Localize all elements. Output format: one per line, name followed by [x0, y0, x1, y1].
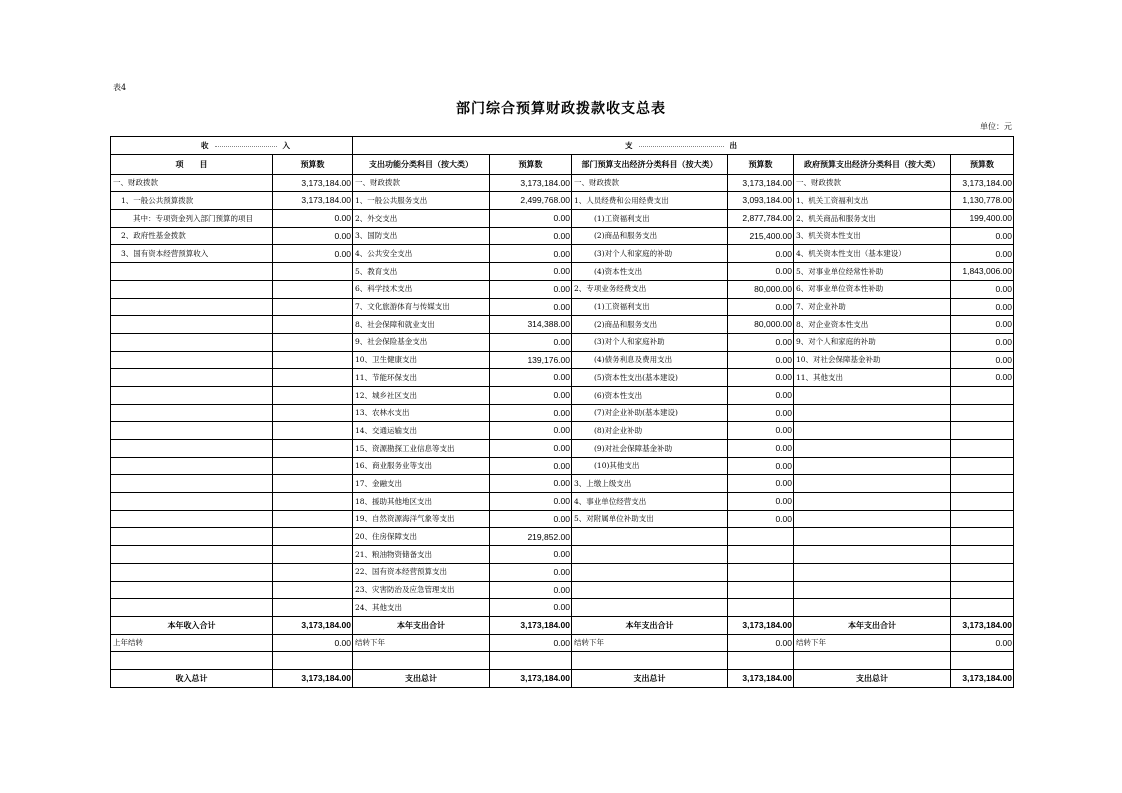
income-item [111, 422, 273, 440]
year-total-row-label: 本年支出合计 [794, 616, 951, 634]
dept-econ-item: (5)资本性支出(基本建设) [572, 369, 728, 387]
gov-econ-amount: 0.00 [951, 245, 1014, 263]
gov-econ-amount [951, 404, 1014, 422]
gov-econ-amount [951, 528, 1014, 546]
gov-econ-item [794, 493, 951, 511]
gov-econ-item: 4、机关资本性支出（基本建设） [794, 245, 951, 263]
table-row [111, 245, 1014, 263]
table-row [111, 528, 1014, 546]
dept-econ-item: (3)对个人和家庭补助 [572, 333, 728, 351]
gov-econ-item [794, 386, 951, 404]
dept-econ-item: (3)对个人和家庭的补助 [572, 245, 728, 263]
income-item [111, 440, 273, 458]
income-item [111, 581, 273, 599]
income-amount: 0.00 [273, 245, 353, 263]
function-item: 24、其他支出 [353, 599, 490, 617]
income-amount [273, 369, 353, 387]
dept-econ-item [572, 528, 728, 546]
gov-econ-item: 10、对社会保障基金补助 [794, 351, 951, 369]
function-amount: 0.00 [490, 245, 572, 263]
gov-econ-amount [951, 386, 1014, 404]
empty-cell [951, 652, 1014, 670]
income-item [111, 493, 273, 511]
year-total-row-label: 本年收入合计 [111, 616, 273, 634]
carryover-row-label: 结转下年 [794, 634, 951, 652]
table-row [111, 510, 1014, 528]
dept-econ-item: 一、财政拨款 [572, 174, 728, 192]
function-amount: 0.00 [490, 263, 572, 281]
gov-econ-amount [951, 457, 1014, 475]
header-budget: 预算数 [490, 154, 572, 174]
table-row [111, 192, 1014, 210]
gov-econ-item: 2、机关商品和服务支出 [794, 210, 951, 228]
income-item [111, 404, 273, 422]
dept-econ-amount [728, 599, 794, 617]
gov-econ-item: 7、对企业补助 [794, 298, 951, 316]
table-row [111, 475, 1014, 493]
dept-econ-item: (1)工资福利支出 [572, 298, 728, 316]
budget-table [110, 136, 1014, 688]
income-item: 1、一般公共预算拨款 [111, 192, 273, 210]
table-row [111, 386, 1014, 404]
function-item: 1、一般公共服务支出 [353, 192, 490, 210]
grand-total-row-label: 支出总计 [572, 669, 728, 687]
income-amount [273, 263, 353, 281]
empty-cell [572, 652, 728, 670]
function-item: 21、粮油物资储备支出 [353, 546, 490, 564]
income-amount [273, 316, 353, 334]
gov-econ-item: 6、对事业单位资本性补助 [794, 280, 951, 298]
gov-econ-amount [951, 546, 1014, 564]
carryover-row-amount: 0.00 [273, 634, 353, 652]
gov-econ-item [794, 563, 951, 581]
table-number: 表4 [113, 83, 127, 92]
dept-econ-amount: 0.00 [728, 369, 794, 387]
function-item: 18、援助其他地区支出 [353, 493, 490, 511]
function-amount: 0.00 [490, 510, 572, 528]
gov-econ-item: 5、对事业单位经常性补助 [794, 263, 951, 281]
gov-econ-amount: 1,130,778.00 [951, 192, 1014, 210]
dept-econ-item: 5、对附属单位补助支出 [572, 510, 728, 528]
gov-econ-amount: 0.00 [951, 351, 1014, 369]
empty-cell [490, 652, 572, 670]
income-amount [273, 599, 353, 617]
income-amount: 3,173,184.00 [273, 174, 353, 192]
grand-total-row-amount: 3,173,184.00 [951, 669, 1014, 687]
income-item [111, 298, 273, 316]
table-row [111, 457, 1014, 475]
gov-econ-item [794, 440, 951, 458]
grand-total-row [111, 669, 1014, 687]
function-item: 6、科学技术支出 [353, 280, 490, 298]
year-total-row [111, 616, 1014, 634]
income-amount: 3,173,184.00 [273, 192, 353, 210]
dept-econ-amount [728, 563, 794, 581]
gov-econ-item: 9、对个人和家庭的补助 [794, 333, 951, 351]
gov-econ-item [794, 475, 951, 493]
year-total-row-label: 本年支出合计 [353, 616, 490, 634]
year-total-row-amount: 3,173,184.00 [490, 616, 572, 634]
year-total-row-amount: 3,173,184.00 [951, 616, 1014, 634]
grand-total-row-amount: 3,173,184.00 [728, 669, 794, 687]
empty-cell [794, 652, 951, 670]
dept-econ-item: (4)债务利息及费用支出 [572, 351, 728, 369]
gov-econ-item [794, 457, 951, 475]
gov-econ-amount [951, 475, 1014, 493]
function-item: 10、卫生健康支出 [353, 351, 490, 369]
dept-econ-item [572, 563, 728, 581]
dept-econ-item: (2)商品和服务支出 [572, 227, 728, 245]
income-item [111, 351, 273, 369]
gov-econ-amount [951, 510, 1014, 528]
income-amount [273, 440, 353, 458]
carryover-row [111, 634, 1014, 652]
table-row [111, 298, 1014, 316]
header-gov-economic: 政府预算支出经济分类科目（按大类） [794, 154, 951, 174]
grand-total-row-label: 支出总计 [794, 669, 951, 687]
function-amount: 0.00 [490, 386, 572, 404]
income-amount [273, 386, 353, 404]
function-amount: 0.00 [490, 563, 572, 581]
gov-econ-item: 一、财政拨款 [794, 174, 951, 192]
gov-econ-item: 1、机关工资福利支出 [794, 192, 951, 210]
gov-econ-amount: 0.00 [951, 280, 1014, 298]
income-item [111, 475, 273, 493]
income-item [111, 563, 273, 581]
function-item: 7、文化旅游体育与传媒支出 [353, 298, 490, 316]
table-row [111, 440, 1014, 458]
dept-econ-item: 1、人员经费和公用经费支出 [572, 192, 728, 210]
header-dept-economic: 部门预算支出经济分类科目（按大类） [572, 154, 728, 174]
dept-econ-amount: 0.00 [728, 333, 794, 351]
function-amount: 0.00 [490, 581, 572, 599]
function-amount: 0.00 [490, 546, 572, 564]
gov-econ-item: 3、机关资本性支出 [794, 227, 951, 245]
function-amount: 0.00 [490, 280, 572, 298]
income-amount [273, 510, 353, 528]
function-amount: 0.00 [490, 210, 572, 228]
header-budget: 预算数 [273, 154, 353, 174]
income-item [111, 369, 273, 387]
income-item [111, 333, 273, 351]
grand-total-row-label: 收入总计 [111, 669, 273, 687]
function-amount: 0.00 [490, 599, 572, 617]
dept-econ-amount: 0.00 [728, 440, 794, 458]
gov-econ-item [794, 599, 951, 617]
function-item: 14、交通运输支出 [353, 422, 490, 440]
function-amount: 0.00 [490, 457, 572, 475]
income-item: 3、国有资本经营预算收入 [111, 245, 273, 263]
function-amount: 0.00 [490, 493, 572, 511]
function-amount: 0.00 [490, 440, 572, 458]
dept-econ-amount: 0.00 [728, 245, 794, 263]
function-item: 20、住房保障支出 [353, 528, 490, 546]
table-row [111, 404, 1014, 422]
dept-econ-item: (2)商品和服务支出 [572, 316, 728, 334]
dept-econ-amount: 3,173,184.00 [728, 174, 794, 192]
dept-econ-item: (4)资本性支出 [572, 263, 728, 281]
income-amount [273, 475, 353, 493]
function-amount: 0.00 [490, 475, 572, 493]
function-item: 13、农林水支出 [353, 404, 490, 422]
year-total-row-amount: 3,173,184.00 [273, 616, 353, 634]
dept-econ-amount: 80,000.00 [728, 316, 794, 334]
gov-econ-amount: 0.00 [951, 298, 1014, 316]
table-row [111, 333, 1014, 351]
function-item: 16、商业服务业等支出 [353, 457, 490, 475]
table-row [111, 227, 1014, 245]
function-item: 3、国防支出 [353, 227, 490, 245]
table-row [111, 210, 1014, 228]
gov-econ-item [794, 422, 951, 440]
header-budget: 预算数 [728, 154, 794, 174]
dept-econ-item: (6)资本性支出 [572, 386, 728, 404]
grand-total-row-amount: 3,173,184.00 [273, 669, 353, 687]
gov-econ-item: 8、对企业资本性支出 [794, 316, 951, 334]
function-item: 22、国有资本经营预算支出 [353, 563, 490, 581]
dept-econ-amount: 0.00 [728, 457, 794, 475]
gov-econ-amount [951, 581, 1014, 599]
table-row [111, 351, 1014, 369]
income-amount [273, 351, 353, 369]
table-row [111, 546, 1014, 564]
function-item: 9、社会保险基金支出 [353, 333, 490, 351]
header-budget: 预算数 [951, 154, 1014, 174]
income-amount: 0.00 [273, 227, 353, 245]
function-amount: 0.00 [490, 333, 572, 351]
gov-econ-amount: 0.00 [951, 227, 1014, 245]
year-total-row-amount: 3,173,184.00 [728, 616, 794, 634]
dept-econ-amount: 0.00 [728, 475, 794, 493]
gov-econ-item [794, 528, 951, 546]
dept-econ-item: 2、专项业务经费支出 [572, 280, 728, 298]
function-amount: 0.00 [490, 422, 572, 440]
dept-econ-item: (10)其他支出 [572, 457, 728, 475]
function-item: 12、城乡社区支出 [353, 386, 490, 404]
income-amount [273, 280, 353, 298]
function-item: 23、灾害防治及应急管理支出 [353, 581, 490, 599]
column-header-row [111, 154, 1014, 174]
table-row [111, 581, 1014, 599]
function-item: 5、教育支出 [353, 263, 490, 281]
function-item: 17、金融支出 [353, 475, 490, 493]
carryover-row-label: 结转下年 [572, 634, 728, 652]
gov-econ-amount: 1,843,006.00 [951, 263, 1014, 281]
grand-total-row-label: 支出总计 [353, 669, 490, 687]
gov-econ-item [794, 404, 951, 422]
dept-econ-amount: 0.00 [728, 351, 794, 369]
dept-econ-amount: 0.00 [728, 404, 794, 422]
gov-econ-amount: 0.00 [951, 333, 1014, 351]
table-row [111, 369, 1014, 387]
gov-econ-amount [951, 493, 1014, 511]
gov-econ-amount: 0.00 [951, 316, 1014, 334]
income-amount [273, 581, 353, 599]
carryover-row-amount: 0.00 [951, 634, 1014, 652]
function-item: 8、社会保障和就业支出 [353, 316, 490, 334]
dept-econ-amount [728, 581, 794, 599]
income-amount [273, 563, 353, 581]
table-row [111, 422, 1014, 440]
gov-econ-item [794, 510, 951, 528]
function-item: 一、财政拨款 [353, 174, 490, 192]
income-item [111, 316, 273, 334]
table-row [111, 174, 1014, 192]
section-header-row [111, 137, 1014, 155]
income-item [111, 528, 273, 546]
page-title: 部门综合预算财政拨款收支总表 [456, 101, 666, 117]
income-amount [273, 528, 353, 546]
income-item [111, 263, 273, 281]
income-item: 2、政府性基金拨款 [111, 227, 273, 245]
dept-econ-amount: 215,400.00 [728, 227, 794, 245]
function-amount: 3,173,184.00 [490, 174, 572, 192]
function-amount: 314,388.00 [490, 316, 572, 334]
income-item [111, 599, 273, 617]
function-amount: 0.00 [490, 369, 572, 387]
gov-econ-amount: 199,400.00 [951, 210, 1014, 228]
table-row [111, 263, 1014, 281]
function-amount: 0.00 [490, 227, 572, 245]
gov-econ-item [794, 581, 951, 599]
dept-econ-amount: 80,000.00 [728, 280, 794, 298]
dept-econ-amount: 0.00 [728, 422, 794, 440]
dept-econ-amount [728, 528, 794, 546]
income-amount [273, 493, 353, 511]
empty-cell [728, 652, 794, 670]
expense-section-header: 支 出 [353, 137, 1014, 155]
dept-econ-item: 4、事业单位经营支出 [572, 493, 728, 511]
income-item: 一、财政拨款 [111, 174, 273, 192]
function-amount: 139,176.00 [490, 351, 572, 369]
dept-econ-item [572, 581, 728, 599]
dept-econ-item: (8)对企业补助 [572, 422, 728, 440]
function-amount: 2,499,768.00 [490, 192, 572, 210]
function-amount: 0.00 [490, 404, 572, 422]
dept-econ-amount: 0.00 [728, 386, 794, 404]
grand-total-row-amount: 3,173,184.00 [490, 669, 572, 687]
income-item: 其中：专项资金列入部门预算的项目 [111, 210, 273, 228]
income-item [111, 386, 273, 404]
income-amount [273, 457, 353, 475]
carryover-row-amount: 0.00 [490, 634, 572, 652]
dept-econ-amount [728, 546, 794, 564]
dept-econ-item: (1)工资福利支出 [572, 210, 728, 228]
income-item [111, 457, 273, 475]
dept-econ-amount: 2,877,784.00 [728, 210, 794, 228]
dept-econ-item [572, 599, 728, 617]
year-total-row-label: 本年支出合计 [572, 616, 728, 634]
gov-econ-amount: 0.00 [951, 369, 1014, 387]
empty-cell [353, 652, 490, 670]
dept-econ-amount: 0.00 [728, 263, 794, 281]
dept-econ-amount: 0.00 [728, 298, 794, 316]
dept-econ-amount: 0.00 [728, 510, 794, 528]
dept-econ-item [572, 546, 728, 564]
income-amount [273, 333, 353, 351]
income-amount [273, 546, 353, 564]
empty-cell [273, 652, 353, 670]
income-amount: 0.00 [273, 210, 353, 228]
table-row [111, 316, 1014, 334]
spacer-row [111, 652, 1014, 670]
table-row [111, 563, 1014, 581]
carryover-row-label: 上年结转 [111, 634, 273, 652]
dept-econ-amount: 0.00 [728, 493, 794, 511]
gov-econ-amount [951, 563, 1014, 581]
income-amount [273, 422, 353, 440]
table-row [111, 280, 1014, 298]
dept-econ-item: 3、上缴上级支出 [572, 475, 728, 493]
function-item: 19、自然资源海洋气象等支出 [353, 510, 490, 528]
carryover-row-label: 结转下年 [353, 634, 490, 652]
empty-cell [111, 652, 273, 670]
gov-econ-amount [951, 440, 1014, 458]
function-amount: 0.00 [490, 298, 572, 316]
function-item: 4、公共安全支出 [353, 245, 490, 263]
income-amount [273, 298, 353, 316]
income-item [111, 510, 273, 528]
income-section-header: 收 入 [111, 137, 353, 155]
function-item: 2、外交支出 [353, 210, 490, 228]
gov-econ-amount [951, 422, 1014, 440]
dept-econ-amount: 3,093,184.00 [728, 192, 794, 210]
header-item: 项 目 [111, 154, 273, 174]
dept-econ-item: (9)对社会保障基金补助 [572, 440, 728, 458]
income-amount [273, 404, 353, 422]
function-item: 15、资源勘探工业信息等支出 [353, 440, 490, 458]
table-row [111, 493, 1014, 511]
table-row [111, 599, 1014, 617]
gov-econ-amount [951, 599, 1014, 617]
gov-econ-amount: 3,173,184.00 [951, 174, 1014, 192]
function-amount: 219,852.00 [490, 528, 572, 546]
dept-econ-item: (7)对企业补助(基本建设) [572, 404, 728, 422]
gov-econ-item [794, 546, 951, 564]
function-item: 11、节能环保支出 [353, 369, 490, 387]
income-item [111, 280, 273, 298]
gov-econ-item: 11、其他支出 [794, 369, 951, 387]
income-item [111, 546, 273, 564]
carryover-row-amount: 0.00 [728, 634, 794, 652]
header-functional: 支出功能分类科目（按大类） [353, 154, 490, 174]
unit-label: 单位：元 [980, 122, 1012, 131]
